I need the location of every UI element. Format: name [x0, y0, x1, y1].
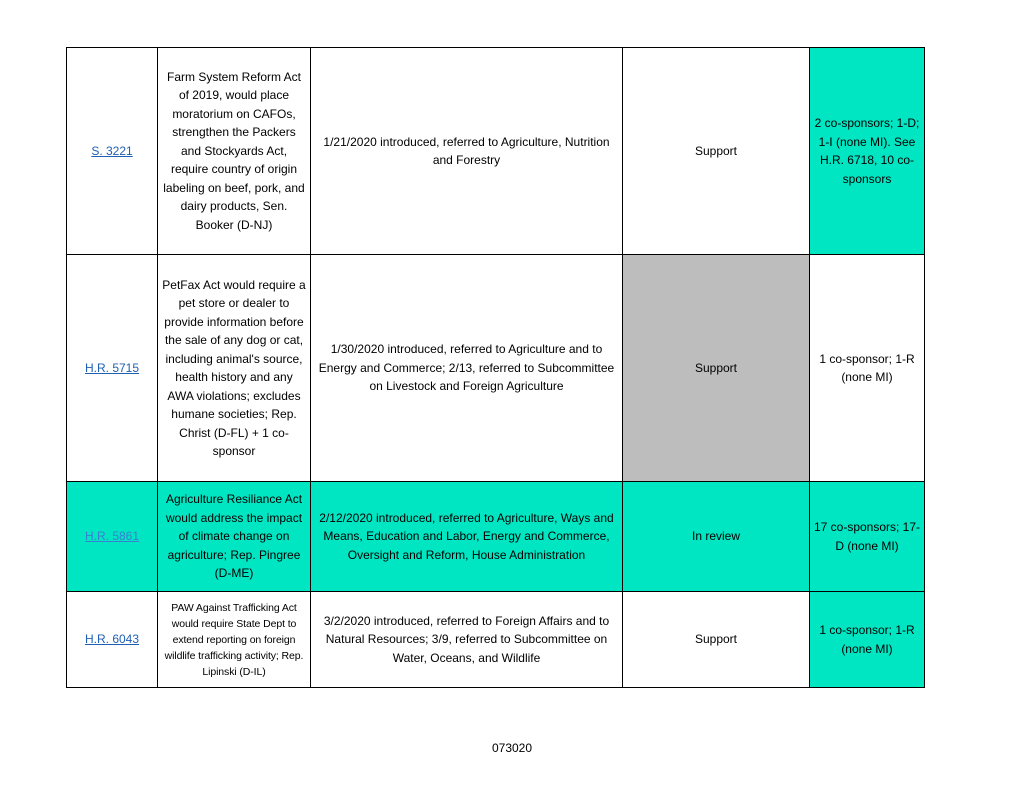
- bill-status-cell: 3/2/2020 introduced, referred to Foreign Affairs and to Natural Resources; 3/9, referred to Subcommittee on Water, Oceans, and Wildlife: [311, 592, 623, 688]
- bill-status-cell: 1/21/2020 introduced, referred to Agriculture, Nutrition and Forestry: [311, 48, 623, 255]
- bill-link[interactable]: S. 3221: [91, 143, 133, 158]
- table-row: [67, 482, 925, 592]
- bill-link[interactable]: H.R. 5715: [84, 360, 140, 375]
- bill-number-cell: [67, 592, 158, 688]
- position-cell: Support: [623, 592, 810, 688]
- bill-description-cell: Farm System Reform Act of 2019, would place moratorium on CAFOs, strengthen the Packers and Stockyards Act, require country of origin labeling on beef, pork, and dairy products, Sen. Booker (D-NJ): [158, 48, 311, 255]
- table-row: [67, 255, 925, 482]
- bill-status-cell: 2/12/2020 introduced, referred to Agriculture, Ways and Means, Education and Labor, Energy and Commerce, Oversight and Reform, House Administration: [311, 482, 623, 592]
- cosponsors-cell: 1 co-sponsor; 1-R (none MI): [810, 255, 925, 482]
- bill-description-cell: PetFax Act would require a pet store or dealer to provide information before the sale of any dog or cat, including animal's source, health history and any AWA violations; excludes humane societies; Rep. Christ (D-FL) + 1 co-sponsor: [158, 255, 311, 482]
- bills-table: [66, 47, 925, 688]
- bill-number-cell: [67, 48, 158, 255]
- bill-status-cell: 1/30/2020 introduced, referred to Agriculture and to Energy and Commerce; 2/13, referred to Subcommittee on Livestock and Foreign Agriculture: [311, 255, 623, 482]
- position-cell: Support: [623, 48, 810, 255]
- cosponsors-cell: 1 co-sponsor; 1-R (none MI): [810, 592, 925, 688]
- position-cell: Support: [623, 255, 810, 482]
- bill-description-cell: [158, 592, 311, 688]
- position-cell: In review: [623, 482, 810, 592]
- bill-number-cell: [67, 482, 158, 592]
- table-row: [67, 48, 925, 255]
- bill-link[interactable]: H.R. 6043: [84, 632, 140, 647]
- bill-description-cell: Agriculture Resiliance Act would address the impact of climate change on agriculture; Rep. Pingree (D-ME): [158, 482, 311, 592]
- page-footer-code: 073020: [491, 741, 533, 755]
- bill-link[interactable]: H.R. 5861: [84, 529, 140, 544]
- cosponsors-cell: 17 co-sponsors; 17-D (none MI): [810, 482, 925, 592]
- bill-number-cell: [67, 255, 158, 482]
- table-row: [67, 592, 925, 688]
- bill-description-text: PAW Against Trafficking Act would require State Dept to extend reporting on foreign wildlife trafficking activity; Rep. Lipinski (D-IL): [164, 601, 304, 678]
- cosponsors-cell: 2 co-sponsors; 1-D; 1-I (none MI). See H.R. 6718, 10 co-sponsors: [810, 48, 925, 255]
